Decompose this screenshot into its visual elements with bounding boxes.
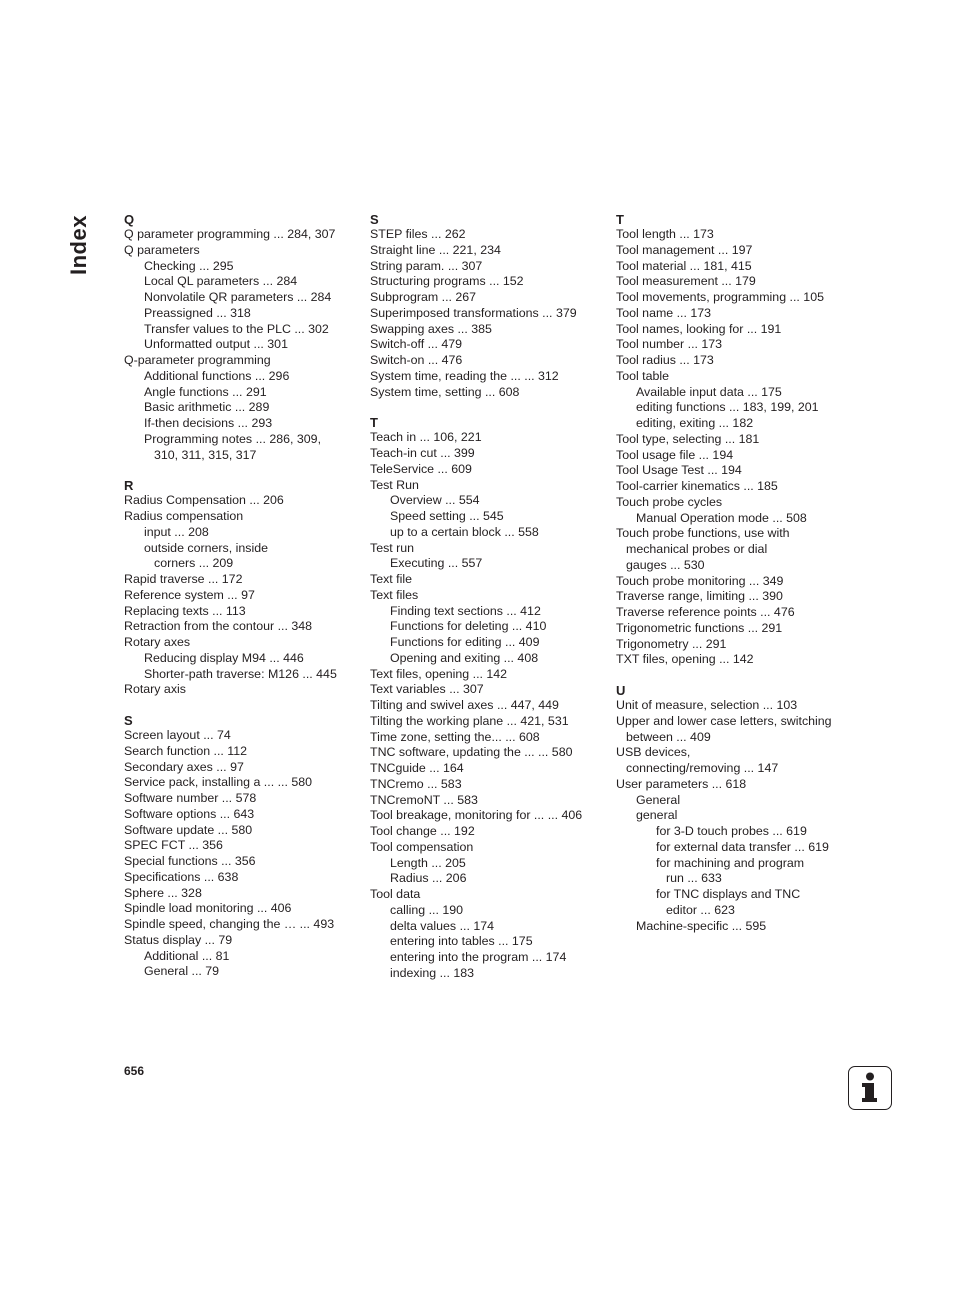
section-letter: S: [124, 713, 133, 728]
entry-text: Basic arithmetic ... 289: [144, 400, 270, 415]
entry-text: Q parameter programming ... 284, 307: [124, 227, 336, 241]
entry-text: general: [636, 808, 678, 823]
index-subentry: [616, 511, 852, 527]
entry-text: Tool radius ... 173: [616, 353, 714, 367]
index-entry: [370, 714, 606, 730]
index-entry: [616, 337, 852, 353]
entry-text: Spindle speed, changing the … ... 493: [124, 917, 335, 931]
index-entry: [370, 793, 606, 809]
entry-text: Software number ... 578: [124, 791, 257, 805]
index-entry: [370, 777, 606, 793]
entry-text: Switch-on ... 476: [370, 353, 463, 367]
entry-text: Time zone, setting the... ... 608: [370, 729, 540, 744]
index-entry: [124, 509, 360, 572]
index-subentry: [370, 619, 606, 635]
index-subentry: [124, 964, 360, 980]
index-entry: [370, 745, 606, 761]
entry-text: entering into tables ... 175: [390, 934, 533, 949]
entry-text: editing, exiting ... 182: [636, 416, 754, 430]
index-subentry: [370, 966, 606, 982]
index-entry: [616, 495, 852, 527]
entry-text: TNCremoNT ... 583: [370, 792, 478, 807]
entry-text: Upper and lower case letters, switching: [616, 713, 832, 728]
index-entry: [124, 728, 360, 744]
entry-text: Software update ... 580: [124, 822, 253, 837]
index-entry: [616, 574, 852, 590]
entry-text: Text files: [370, 587, 419, 602]
index-entry: [124, 791, 360, 807]
entry-text: Executing ... 557: [390, 556, 483, 571]
index-entry: [616, 259, 852, 275]
index-entry: [616, 777, 852, 935]
entry-text: Screen layout ... 74: [124, 728, 231, 742]
index-subentry: [124, 400, 360, 416]
index-entry: [124, 760, 360, 776]
index-section: [124, 712, 360, 980]
entry-text: Tool-carrier kinematics ... 185: [616, 479, 778, 493]
index-entry: [124, 682, 360, 698]
entry-text: Available input data ... 175: [636, 384, 782, 399]
entry-text: Text file: [370, 572, 413, 586]
index-subentry: [124, 306, 360, 322]
entry-text: Transfer values to the PLC ... 302: [144, 321, 329, 336]
entry-text: General: [636, 792, 681, 807]
index-entry: [124, 917, 360, 933]
index-entry: [370, 306, 606, 322]
index-entry: [370, 385, 606, 401]
page-title: Index: [66, 215, 91, 275]
entry-text: Shorter-path traverse: M126 ... 445: [144, 666, 337, 681]
index-subentry: [636, 824, 852, 840]
index-entry: [616, 243, 852, 259]
index-entry: [616, 306, 852, 322]
entry-text: Checking ... 295: [144, 258, 234, 273]
entry-text: TNCguide ... 164: [370, 761, 464, 775]
entry-text: Tilting the working plane ... 421, 531: [370, 713, 569, 728]
entry-text: Tool material ... 181, 415: [616, 258, 752, 273]
entry-text: for external data transfer ... 619: [656, 839, 829, 854]
entry-text: Test Run: [370, 477, 419, 492]
index-entry: [616, 605, 852, 621]
entry-text: Reference system ... 97: [124, 587, 255, 602]
entry-text: Tool usage file ... 194: [616, 447, 734, 462]
index-subentry: [124, 385, 360, 401]
index-subentry: [124, 416, 360, 432]
info-icon: [848, 1066, 892, 1110]
index-subentry: [124, 949, 360, 965]
index-subentry: [124, 290, 360, 306]
entry-text: Tool movements, programming ... 105: [616, 290, 824, 304]
entry-continuation: gauges ... 530: [626, 557, 705, 572]
index-entry: [370, 667, 606, 683]
entry-text: Tool breakage, monitoring for ... ... 406: [370, 808, 583, 823]
entry-text: Subprogram ... 267: [370, 290, 477, 304]
entry-text: Tool change ... 192: [370, 824, 475, 838]
entry-text: Teach-in cut ... 399: [370, 446, 475, 460]
entry-text: Replacing texts ... 113: [124, 603, 246, 618]
entry-text: TXT files, opening ... 142: [616, 652, 754, 667]
entry-text: Touch probe cycles: [616, 494, 723, 509]
index-entry: [370, 588, 606, 667]
index-entry: [370, 761, 606, 777]
index-subentry: [370, 604, 606, 620]
index-section: [616, 211, 852, 668]
index-subentry: [370, 651, 606, 667]
entry-continuation: connecting/removing ... 147: [626, 761, 779, 775]
entry-text: Finding text sections ... 412: [390, 603, 541, 618]
index-entry: [124, 588, 360, 604]
index-entry: [124, 353, 360, 463]
index-subentry: [616, 416, 852, 432]
index-entry: [616, 274, 852, 290]
entry-text: Angle functions ... 291: [144, 384, 267, 399]
entry-text: TeleService ... 609: [370, 461, 472, 476]
entry-text: TNC software, updating the ... ... 580: [370, 745, 573, 760]
index-subentry: [616, 400, 852, 416]
index-subentry: [124, 369, 360, 385]
entry-text: Traverse range, limiting ... 390: [616, 589, 783, 604]
entry-text: Secondary axes ... 97: [124, 759, 244, 774]
index-entry: [370, 840, 606, 887]
entry-text: USB devices,: [616, 745, 691, 760]
entry-text: Traverse reference points ... 476: [616, 605, 795, 619]
entry-text: Manual Operation mode ... 508: [636, 510, 807, 525]
index-entry: [124, 635, 360, 682]
index-entry: [124, 823, 360, 839]
entry-text: Local QL parameters ... 284: [144, 274, 298, 289]
entry-text: Status display ... 79: [124, 932, 233, 947]
entry-text: up to a certain block ... 558: [390, 524, 539, 539]
index-entry: [370, 337, 606, 353]
info-glyph: [849, 1067, 890, 1108]
entry-text: Opening and exiting ... 408: [390, 650, 539, 665]
entry-text: Superimposed transformations ... 379: [370, 305, 577, 320]
index-entry: [616, 479, 852, 495]
index-entry: [124, 619, 360, 635]
entry-text: Tool length ... 173: [616, 227, 714, 241]
index-subentry: [616, 919, 852, 935]
index-column-1: [124, 211, 360, 980]
entry-text: Special functions ... 356: [124, 854, 256, 868]
index-entry: [370, 572, 606, 588]
entry-text: Preassigned ... 318: [144, 305, 251, 320]
entry-text: Test run: [370, 540, 415, 555]
entry-text: Touch probe monitoring ... 349: [616, 573, 784, 588]
index-entry: [370, 478, 606, 541]
entry-text: Additional ... 81: [144, 948, 230, 963]
index-entry: [616, 227, 852, 243]
section-letter: S: [370, 212, 379, 227]
entry-text: System time, setting ... 608: [370, 384, 520, 399]
index-column-2: [370, 211, 606, 982]
entry-text: Rotary axis: [124, 682, 186, 697]
entry-text: If-then decisions ... 293: [144, 416, 273, 430]
index-entry: [124, 901, 360, 917]
entry-text: STEP files ... 262: [370, 227, 466, 241]
entry-continuation: editor ... 623: [666, 902, 735, 917]
section-letter: Q: [124, 212, 135, 227]
index-entry: [616, 714, 852, 746]
entry-text: TNCremo ... 583: [370, 776, 462, 791]
index-entry: [370, 682, 606, 698]
index-entry: [124, 854, 360, 870]
entry-text: editing functions ... 183, 199, 201: [636, 400, 819, 415]
index-entry: [616, 526, 852, 573]
index-subentry: [370, 509, 606, 525]
entry-text: Tool number ... 173: [616, 337, 723, 352]
index-entry: [616, 322, 852, 338]
index-subentry: [636, 840, 852, 856]
page-number: 656: [124, 1064, 145, 1078]
index-subentry: [370, 856, 606, 872]
index-subentry: [124, 541, 360, 573]
entry-text: Text files, opening ... 142: [370, 666, 508, 681]
index-entry: [616, 463, 852, 479]
index-section: [124, 211, 360, 463]
index-subentry: [616, 808, 852, 918]
index-entry: [616, 745, 852, 777]
entry-text: input ... 208: [144, 524, 209, 539]
entry-text: Trigonometry ... 291: [616, 636, 727, 651]
index-entry: [616, 448, 852, 464]
entry-text: Functions for editing ... 409: [390, 635, 540, 649]
index-subentry: [616, 793, 852, 809]
entry-text: indexing ... 183: [390, 965, 475, 980]
index-entry: [124, 227, 360, 243]
entry-text: Q-parameter programming: [124, 353, 271, 367]
entry-text: Tool table: [616, 368, 670, 383]
index-subentry: [370, 950, 606, 966]
index-entry: [124, 886, 360, 902]
index-entry: [616, 290, 852, 306]
index-section: [370, 211, 606, 400]
index-entry: [124, 807, 360, 823]
entry-text: System time, reading the ... ... 312: [370, 368, 559, 383]
entry-text: SPEC FCT ... 356: [124, 838, 223, 853]
entry-text: for machining and program: [656, 855, 805, 870]
entry-text: Trigonometric functions ... 291: [616, 620, 783, 635]
entry-text: Tool names, looking for ... 191: [616, 321, 782, 336]
entry-text: for 3-D touch probes ... 619: [656, 824, 807, 838]
index-entry: [370, 227, 606, 243]
entry-text: Tool measurement ... 179: [616, 274, 756, 289]
entry-text: Tool name ... 173: [616, 305, 712, 320]
index-subentry: [124, 651, 360, 667]
entry-continuation: corners ... 209: [154, 556, 234, 571]
index-subentry: [636, 856, 852, 888]
index-entry: [370, 369, 606, 385]
entry-text: Overview ... 554: [390, 493, 480, 508]
entry-continuation: 310, 311, 315, 317: [154, 447, 257, 462]
entry-text: Tool Usage Test ... 194: [616, 463, 742, 478]
entry-text: Functions for deleting ... 410: [390, 619, 547, 634]
entry-text: Tool type, selecting ... 181: [616, 431, 760, 446]
index-entry: [370, 353, 606, 369]
entry-text: Unformatted output ... 301: [144, 337, 288, 352]
index-entry: [616, 589, 852, 605]
entry-text: Spindle load monitoring ... 406: [124, 901, 292, 916]
index-entry: [616, 432, 852, 448]
index-entry: [370, 290, 606, 306]
section-letter: U: [616, 683, 626, 698]
entry-continuation: mechanical probes or dial: [626, 542, 768, 556]
entry-text: Q parameters: [124, 242, 200, 257]
entry-text: Radius compensation: [124, 509, 244, 523]
entry-text: Rotary axes: [124, 635, 191, 649]
entry-text: Service pack, installing a ... ... 580: [124, 775, 313, 790]
index-section: [124, 477, 360, 698]
index-section: [616, 682, 852, 934]
index-entry: [124, 838, 360, 854]
index-entry: [124, 933, 360, 980]
entry-continuation: between ... 409: [626, 729, 711, 744]
entry-text: String param. ... 307: [370, 258, 483, 273]
entry-text: Tool data: [370, 887, 421, 901]
entry-text: Radius Compensation ... 206: [124, 493, 284, 508]
index-entry: [370, 730, 606, 746]
entry-text: User parameters ... 618: [616, 776, 747, 791]
index-entry: [370, 243, 606, 259]
index-subentry: [124, 337, 360, 353]
index-entry: [616, 698, 852, 714]
entry-text: entering into the program ... 174: [390, 950, 567, 964]
entry-text: outside corners, inside: [144, 540, 268, 555]
index-entry: [370, 808, 606, 824]
entry-text: Machine-specific ... 595: [636, 918, 767, 933]
index-entry: [124, 775, 360, 791]
entry-text: Software options ... 643: [124, 806, 255, 821]
index-subentry: [370, 635, 606, 651]
index-subentry: [616, 385, 852, 401]
index-subentry: [370, 556, 606, 572]
entry-text: Rapid traverse ... 172: [124, 572, 243, 586]
section-letter: T: [370, 415, 378, 431]
entry-text: Radius ... 206: [390, 871, 467, 886]
index-entry: [616, 369, 852, 432]
entry-text: Touch probe functions, use with: [616, 526, 790, 541]
index-entry: [124, 493, 360, 509]
index-entry: [616, 637, 852, 653]
index-entry: [370, 446, 606, 462]
index-subentry: [124, 667, 360, 683]
entry-text: Unit of measure, selection ... 103: [616, 698, 798, 712]
section-letter: T: [616, 212, 624, 227]
index-entry: [370, 698, 606, 714]
entry-text: Straight line ... 221, 234: [370, 242, 501, 257]
entry-text: Specifications ... 638: [124, 869, 239, 884]
index-entry: [370, 887, 606, 982]
index-column-3: [616, 211, 852, 934]
index-subentry: [124, 525, 360, 541]
index-entry: [124, 243, 360, 353]
index-entry: [370, 322, 606, 338]
entry-text: Tool management ... 197: [616, 242, 753, 257]
index-entry: [370, 541, 606, 573]
index-subentry: [124, 322, 360, 338]
index-entry: [370, 824, 606, 840]
entry-text: Swapping axes ... 385: [370, 321, 492, 336]
index-section: [370, 414, 606, 981]
entry-text: Structuring programs ... 152: [370, 274, 524, 289]
entry-text: Search function ... 112: [124, 743, 248, 758]
index-entry: [124, 744, 360, 760]
index-entry: [370, 430, 606, 446]
entry-text: Speed setting ... 545: [390, 509, 504, 523]
index-entry: [370, 462, 606, 478]
entry-continuation: run ... 633: [666, 871, 722, 886]
index-entry: [124, 572, 360, 588]
index-subentry: [124, 432, 360, 464]
entry-text: Retraction from the contour ... 348: [124, 619, 313, 634]
entry-text: Length ... 205: [390, 855, 466, 870]
entry-text: Teach in ... 106, 221: [370, 430, 482, 445]
entry-text: for TNC displays and TNC: [656, 887, 801, 901]
entry-text: Switch-off ... 479: [370, 337, 463, 352]
index-entry: [124, 604, 360, 620]
index-subentry: [370, 903, 606, 919]
index-entry: [370, 274, 606, 290]
index-subentry: [370, 871, 606, 887]
section-letter: R: [124, 478, 134, 494]
index-subentry: [370, 493, 606, 509]
entry-text: Programming notes ... 286, 309,: [144, 431, 322, 446]
index-subentry: [636, 887, 852, 919]
entry-text: Tool compensation: [370, 839, 474, 854]
index-entry: [616, 652, 852, 668]
index-entry: [370, 259, 606, 275]
entry-text: Text variables ... 307: [370, 682, 484, 697]
index-entry: [124, 870, 360, 886]
index-entry: [616, 621, 852, 637]
entry-text: calling ... 190: [390, 902, 464, 917]
index-subentry: [124, 259, 360, 275]
index-subentry: [370, 919, 606, 935]
entry-text: Sphere ... 328: [124, 885, 202, 900]
index-subentry: [370, 934, 606, 950]
entry-text: Nonvolatile QR parameters ... 284: [144, 290, 332, 304]
entry-text: General ... 79: [144, 964, 220, 979]
entry-text: Additional functions ... 296: [144, 368, 290, 383]
entry-text: Tilting and swivel axes ... 447, 449: [370, 698, 559, 712]
index-subentry: [370, 525, 606, 541]
entry-text: Reducing display M94 ... 446: [144, 650, 304, 665]
index-subentry: [124, 274, 360, 290]
index-entry: [616, 353, 852, 369]
entry-text: delta values ... 174: [390, 918, 495, 933]
